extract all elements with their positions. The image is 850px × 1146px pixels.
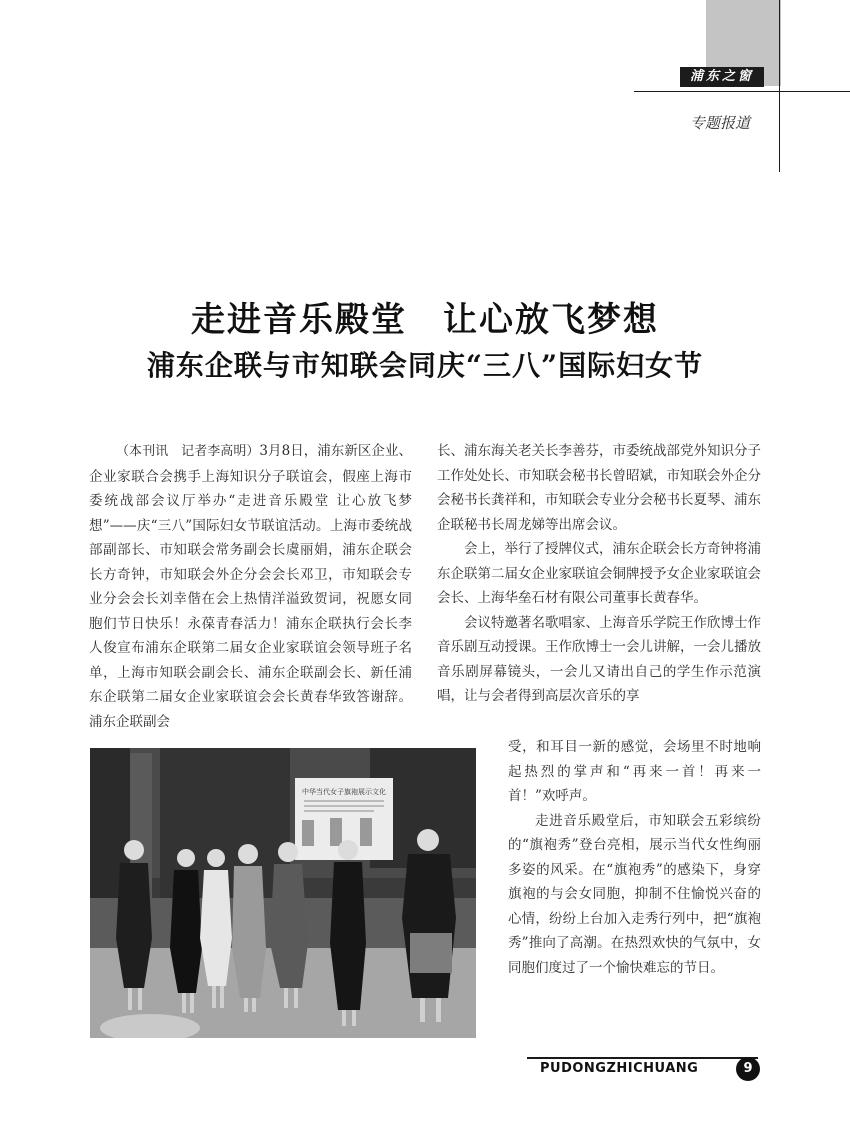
page-number: 9	[736, 1057, 760, 1081]
left-paragraph-text: 3月8日，浦东新区企业、企业家联合会携手上海知识分子联谊会，假座上海市委统战部会议厅举办“走进音乐殿堂 让心放飞梦想”——庆“三八”国际妇女节联谊活动。上海市委统战部副部长、市知联会常务副会长虞丽娟，浦东企联会长方奇钟，市知联会外企分会会长邓卫，市知联会专业分会会长刘幸偕在会上热情洋溢致贺词，祝愿女同胞们节日快乐！永葆青春活力！浦东企联执行会长李人俊宣布浦东企联第二届女企业家联谊会领导班子名单，上海市知联会副会长、浦东企联副会长、新任浦东企联第二届女企业家联谊会会长黄春华致答谢辞。浦东企联副会	[89, 443, 412, 730]
header-vertical-rule	[779, 0, 780, 172]
magazine-logo: 浦东之窗	[680, 67, 764, 87]
right-paragraph-3a: 会议特邀著名歌唱家、上海音乐学院王作欣博士作音乐剧互动授课。王作欣博士一会儿讲解，一会儿播放音乐剧屏幕镜头，一会儿又请出自己的学生作示范演唱，让与会者得到高层次音乐的享	[437, 614, 761, 704]
right-column	[437, 439, 761, 709]
footer-magazine-name: PUDONGZHICHUANG	[540, 1061, 699, 1076]
left-paragraph	[89, 439, 412, 734]
section-label: 专题报道	[690, 114, 751, 132]
article-subtitle: 浦东企联与市知联会同庆“三八”国际妇女节	[146, 349, 704, 382]
right-paragraph-3b: 受，和耳目一新的感觉，会场里不时地响起热烈的掌声和“再来一首！再来一首！”欢呼声。	[508, 739, 761, 804]
screen-title: 中华当代女子旗袍展示文化	[302, 788, 386, 796]
article-title: 走进音乐殿堂 让心放飞梦想	[191, 300, 659, 340]
right-paragraph-4: 走进音乐殿堂后，市知联会五彩缤纷的“旗袍秀”登台亮相，展示当代女性绚丽多姿的风采。在“旗袍秀”的感染下，身穿旗袍的与会女同胞，抑制不住愉悦兴奋的心情，纷纷上台加入走秀行列中，把“旗袍秀”推向了高潮。在热烈欢快的气氛中，女同胞们度过了一个愉快难忘的节日。	[508, 812, 761, 976]
byline: （本刊讯 记者李高明）	[116, 444, 260, 459]
right-continuation: 长、浦东海关老关长李善芬，市委统战部党外知识分子工作处处长、市知联会秘书长曾昭斌，市知联会外企分会秘书长龚祥和，市知联会专业分会秘书长夏琴、浦东企联秘书长周龙娣等出席会议。	[437, 443, 761, 533]
header-horizontal-rule	[634, 91, 850, 92]
left-column	[89, 439, 412, 734]
right-column-lower	[508, 735, 761, 980]
event-photo-illustration	[90, 748, 476, 1038]
event-photo	[90, 748, 476, 1038]
right-paragraph-2: 会上，举行了授牌仪式，浦东企联会长方奇钟将浦东企联第二届女企业家联谊会铜牌授予女企业家联谊会会长、上海华垒石材有限公司董事长黄春华。	[437, 541, 761, 606]
footer-rule	[527, 1057, 758, 1059]
